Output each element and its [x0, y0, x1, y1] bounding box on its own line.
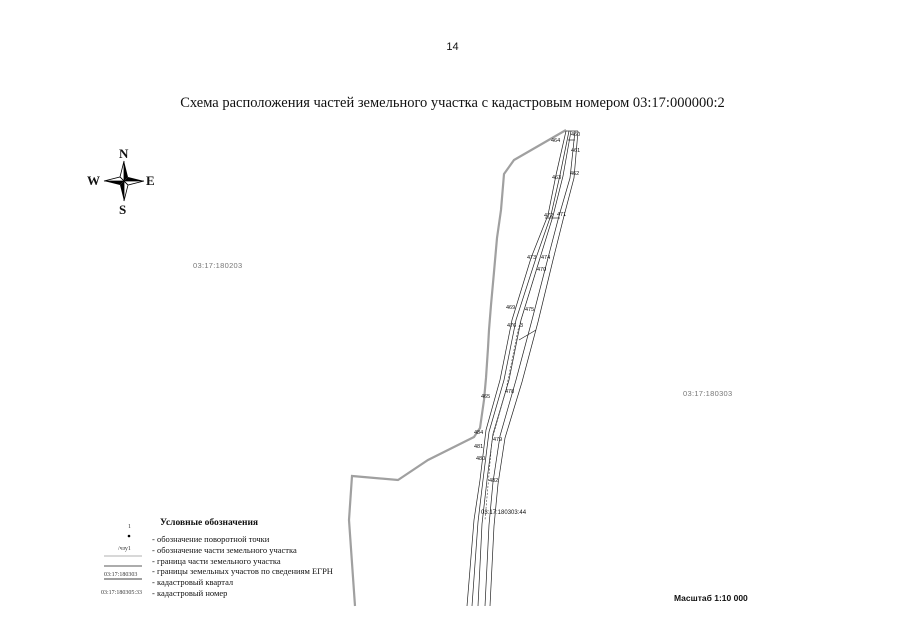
- point-470: 470: [537, 267, 547, 273]
- legend-item-cadnum: - кадастровый номер: [152, 588, 228, 598]
- parcel-boundaries: [467, 131, 581, 606]
- scale-label: Масштаб 1:10 000: [674, 593, 748, 603]
- quarter-label-1: 03:17:180203: [193, 261, 243, 270]
- legend-item-part-boundary: - граница части земельного участка: [152, 556, 281, 566]
- point-484: 484: [474, 430, 484, 436]
- page-number: 14: [446, 41, 459, 53]
- point-471: 471: [557, 212, 567, 218]
- point-479: 479: [493, 437, 503, 443]
- compass-west: W: [87, 173, 100, 188]
- legend-item-point: - обозначение поворотной точки: [152, 534, 270, 544]
- legend-item-parcel-boundary: - границы земельных участов по сведениям ЕГРН: [152, 566, 333, 576]
- compass-south: S: [119, 202, 127, 217]
- quarter-label-2: 03:17:180303: [683, 389, 733, 398]
- compass-rose-icon: [104, 161, 144, 201]
- part-label: 3: [520, 323, 524, 329]
- legend-title: Условные обозначения: [160, 518, 259, 528]
- point-463: 463: [552, 175, 562, 181]
- point-475: 475: [525, 307, 535, 313]
- legend-item-part: - обозначение части земельного участка: [152, 545, 297, 555]
- point-478: 478: [505, 389, 515, 395]
- point-462: 462: [570, 171, 580, 177]
- legend-symbol-cadnum: 03:17:180305:33: [101, 590, 143, 596]
- map-title: Схема расположения частей земельного участка с кадастровым номером 03:17:000000:2: [180, 95, 725, 111]
- legend-symbol-point: 1: [128, 524, 131, 530]
- legend-symbol-part: /чзу1: [118, 546, 131, 552]
- point-476: 476: [507, 323, 517, 329]
- point-461: 461: [571, 148, 581, 154]
- point-symbol-icon: [128, 535, 131, 538]
- point-472: 472: [544, 213, 554, 219]
- point-464: 464: [551, 138, 561, 144]
- quarter-boundary: [349, 130, 566, 606]
- parcel-label: 03:17:180303:44: [481, 510, 527, 516]
- point-469: 469: [506, 305, 516, 311]
- legend-item-quarter: - кадастровый квартал: [152, 577, 234, 587]
- point-481: 481: [474, 444, 484, 450]
- legend-symbol-quarter: 03:17:180303: [104, 572, 138, 578]
- point-474: 474: [541, 255, 551, 261]
- point-482: 482: [489, 478, 499, 484]
- point-473: 473: [527, 255, 537, 261]
- point-480: 480: [476, 456, 486, 462]
- compass-east: E: [146, 173, 155, 188]
- point-465: 465: [481, 394, 491, 400]
- point-460: 460: [571, 132, 581, 138]
- compass-north: N: [119, 146, 129, 161]
